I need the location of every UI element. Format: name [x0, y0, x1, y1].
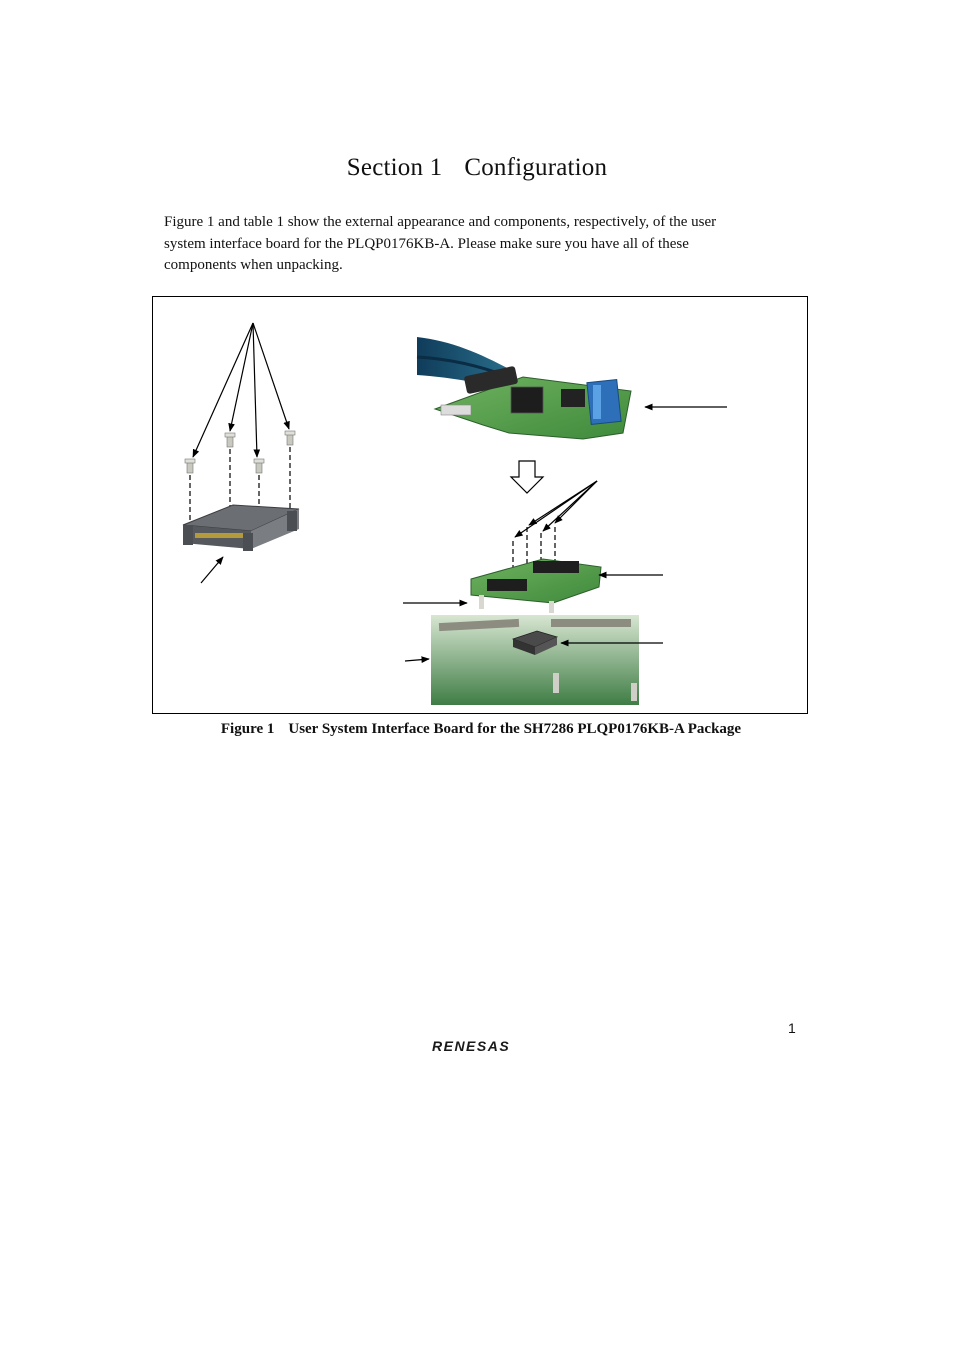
figure-label: Figure 1: [220, 721, 275, 737]
screw-icon: [225, 433, 235, 447]
figure-frame: [152, 296, 808, 714]
figure-caption: [0, 721, 954, 738]
assembly-arrow-icon: [511, 461, 543, 493]
screw-icon: [254, 459, 264, 473]
screw-icon: [185, 459, 195, 473]
screw-icon: [285, 431, 295, 445]
user-system-board-illustration: [405, 615, 663, 705]
section-number: Section 1: [346, 154, 443, 181]
section-heading: Configuration: [464, 154, 608, 181]
intro-line: components when unpacking.: [164, 257, 343, 273]
intro-line: system interface board for the PLQP0176KB-A. Please make sure you have all of these: [164, 235, 689, 252]
figure-caption-text: User System Interface Board for the SH7286 PLQP0176KB-A Package: [288, 721, 742, 737]
page-number: 1: [788, 1020, 796, 1036]
section-title: [0, 154, 954, 182]
ic-socket-illustration: [183, 323, 299, 583]
intro-paragraph: [164, 212, 784, 277]
figure-illustration: [153, 297, 807, 713]
intro-line: Figure 1 and table 1 show the external appearance and components, respectively, of the user: [164, 214, 717, 230]
interface-board-illustration: [403, 481, 663, 613]
renesas-logo: RENESAS: [432, 1038, 511, 1054]
emulator-board-illustration: [417, 337, 727, 439]
